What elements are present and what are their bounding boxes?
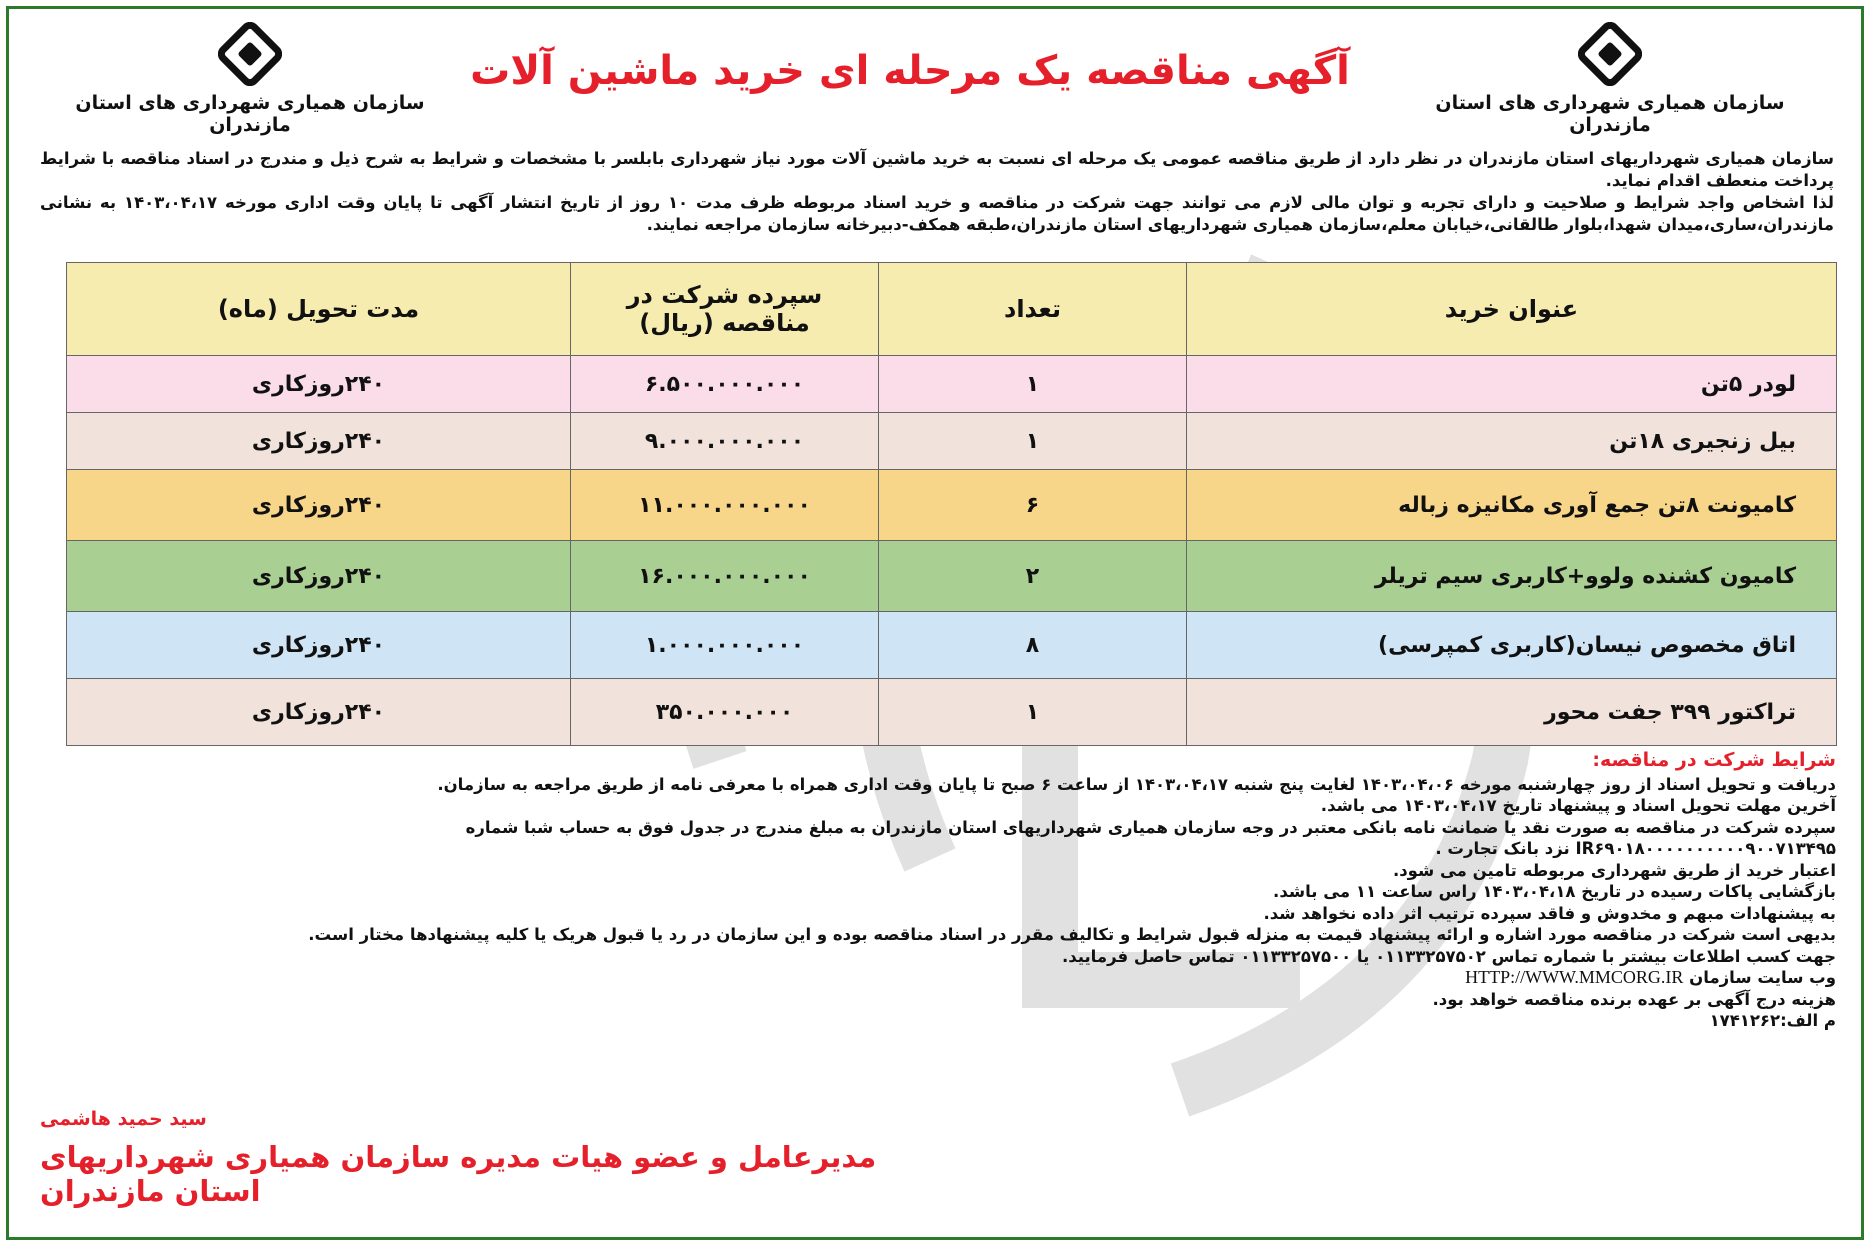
signer-title: مدیرعامل و عضو هیات مدیره سازمان همیاری شهرداریهای استان مازندران — [40, 1140, 877, 1208]
condition-line: آخرین مهلت تحویل اسناد و پیشنهاد تاریخ ۱۴۰۳،۰۴،۱۷ می باشد. — [1320, 796, 1836, 815]
website-label: وب سایت سازمان — [1689, 968, 1836, 987]
signer-name: سید حمید هاشمی — [40, 1108, 207, 1130]
item-deposit: ۹.۰۰۰.۰۰۰.۰۰۰ — [571, 413, 879, 470]
website-line — [300, 967, 1836, 989]
table-row — [67, 541, 1837, 612]
table-header-row — [67, 263, 1837, 356]
website-link[interactable]: HTTP://WWW.MMCORG.IR — [1465, 967, 1684, 987]
condition-line: دریافت و تحویل اسناد از روز چهارشنبه مورخه ۱۴۰۳،۰۴،۰۶ لغایت پنج شنبه ۱۴۰۳،۰۴،۱۷ از ساعت ۶ صبح تا پایان وقت اداری همراه با معرفی نامه از طریق مراجعه به سازمان. — [437, 774, 1836, 794]
item-title: کامیون کشنده ولوو+کاربری سیم تریلر — [1187, 541, 1837, 612]
item-title: اتاق مخصوص نیسان(کاربری کمپرسی) — [1187, 612, 1837, 679]
item-title: لودر ۵تن — [1187, 356, 1837, 413]
item-title: تراکتور ۳۹۹ جفت محور — [1187, 679, 1837, 746]
condition-line: سپرده شرکت در مناقصه به صورت نقد یا ضمانت نامه بانکی معتبر در وجه سازمان همیاری شهرداریهای استان مازندران به مبلغ مندرج در جدول فوق به حساب شبا شماره IR۶۹۰۱۸۰۰۰۰۰۰۰۰۰۰۹۰۰۷۱۳۴۹۵ نزد بانک تجارت . — [465, 817, 1836, 858]
item-title: کامیونت ۸تن جمع آوری مکانیزه زباله — [1187, 470, 1837, 541]
item-deposit: ۶.۵۰۰.۰۰۰.۰۰۰ — [571, 356, 879, 413]
item-deposit: ۱۶.۰۰۰.۰۰۰.۰۰۰ — [571, 541, 879, 612]
intro-text — [40, 148, 1834, 236]
table-row — [67, 413, 1837, 470]
condition-line: بدیهی است شرکت در مناقصه مورد اشاره و ارائه پیشنهاد قیمت به منزله قبول شرایط و تکالیف مقرر در اسناد مناقصه بوده و این سازمان در رد یا قبول هریک یا کلیه پیشنهادها مختار است. — [308, 925, 1836, 944]
item-delivery: ۲۴۰روزکاری — [67, 470, 571, 541]
item-deposit: ۱.۰۰۰.۰۰۰.۰۰۰ — [571, 612, 879, 679]
item-delivery: ۲۴۰روزکاری — [67, 612, 571, 679]
org-name-left: سازمان همیاری شهرداری های استان مازندران — [75, 92, 425, 136]
item-delivery: ۲۴۰روزکاری — [67, 679, 571, 746]
header-deposit: سپرده شرکت در مناقصه (ریال) — [571, 263, 879, 356]
org-emblem-icon — [218, 22, 282, 86]
intro-paragraph-2: لذا اشخاص واجد شرایط و صلاحیت و دارای تجربه و توان مالی لازم می توانند جهت شرکت در مناقصه و خرید اسناد مربوطه ظرف مدت ۱۰ روز از تاریخ انتشار آگهی تا پایان وقت اداری مورخه ۱۴۰۳،۰۴،۱۷ به نشانی مازندران،ساری،میدان شهدا،بلوار طالقانی،خیابان معلم،سازمان همیاری شهرداریهای استان مازندران،طبقه همکف-دبیرخانه سازمان مراجعه نمایند. — [40, 193, 1835, 234]
item-count: ۸ — [879, 612, 1187, 679]
item-delivery: ۲۴۰روزکاری — [67, 356, 571, 413]
table-row — [67, 470, 1837, 541]
table-row — [67, 356, 1837, 413]
condition-line: جهت کسب اطلاعات بیشتر با شماره تماس ۰۱۱۳۳۲۵۷۵۰۲ یا ۰۱۱۳۳۲۵۷۵۰۰ تماس حاصل فرمایید. — [1061, 946, 1836, 966]
conditions-heading: شرایط شرکت در مناقصه: — [1592, 749, 1836, 771]
item-count: ۱ — [879, 356, 1187, 413]
reference-line: م الف:۱۷۴۱۲۶۲ — [1709, 1011, 1836, 1030]
item-delivery: ۲۴۰روزکاری — [67, 541, 571, 612]
condition-line: بازگشایی پاکات رسیده در تاریخ ۱۴۰۳،۰۴،۱۸ راس ساعت ۱۱ می باشد. — [1273, 882, 1836, 901]
item-deposit: ۱۱.۰۰۰.۰۰۰.۰۰۰ — [571, 470, 879, 541]
item-title: بیل زنجیری ۱۸تن — [1187, 413, 1837, 470]
table-row — [67, 679, 1837, 746]
cost-line: هزینه درج آگهی بر عهده برنده مناقصه خواهد بود. — [1432, 989, 1836, 1009]
org-header-right — [1400, 22, 1820, 136]
table-row — [67, 612, 1837, 679]
item-count: ۱ — [879, 413, 1187, 470]
tender-conditions — [300, 750, 1836, 1032]
header-count: تعداد — [879, 263, 1187, 356]
item-deposit: ۳۵۰.۰۰۰.۰۰۰ — [571, 679, 879, 746]
item-count: ۶ — [879, 470, 1187, 541]
tender-items-table — [66, 262, 1837, 746]
item-count: ۲ — [879, 541, 1187, 612]
condition-line: به پیشنهادات مبهم و مخدوش و فاقد سپرده ترتیب اثر داده نخواهد شد. — [1263, 903, 1836, 923]
item-delivery: ۲۴۰روزکاری — [67, 413, 571, 470]
header-delivery: مدت تحویل (ماه) — [67, 263, 571, 356]
header-title: عنوان خرید — [1187, 263, 1837, 356]
intro-paragraph-1: سازمان همیاری شهرداریهای استان مازندران در نظر دارد از طریق مناقصه عمومی یک مرحله ای نسبت به خرید ماشین آلات مورد نیاز شهرداری بابلسر با مشخصات و شرایط به شرح ذیل و مندرج در اسناد مناقصه با شرایط پرداخت منعطف اقدام نماید. — [40, 149, 1834, 190]
org-name-right: سازمان همیاری شهرداری های استان مازندران — [1435, 92, 1785, 136]
org-header-left — [40, 22, 460, 136]
item-count: ۱ — [879, 679, 1187, 746]
page-title: آگهی مناقصه یک مرحله ای خرید ماشین آلات — [470, 48, 1350, 94]
condition-line: اعتبار خرید از طریق شهرداری مربوطه تامین می شود. — [1392, 860, 1836, 880]
org-emblem-icon — [1578, 22, 1642, 86]
